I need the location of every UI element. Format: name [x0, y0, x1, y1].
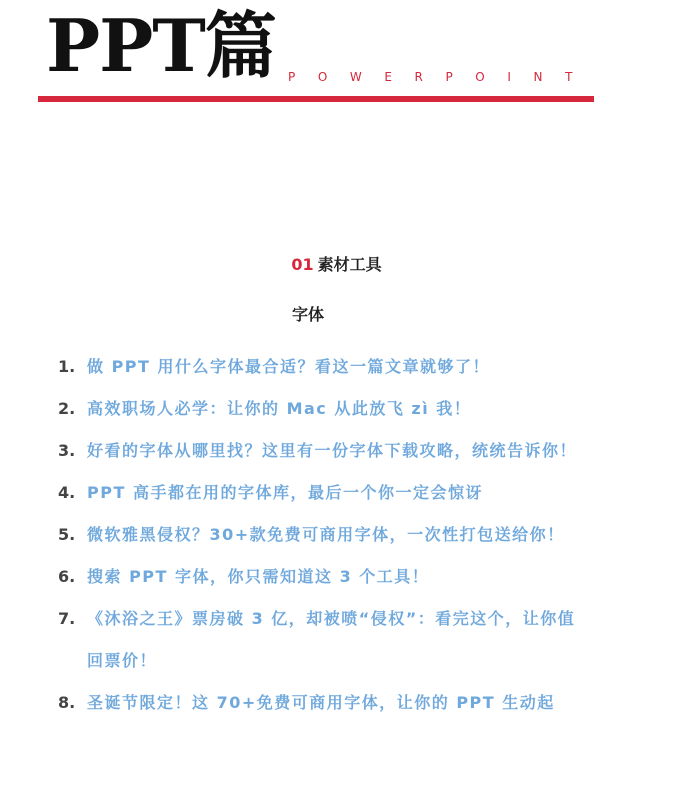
list-item	[58, 430, 588, 472]
list-item-number: 3.	[58, 441, 76, 460]
article-link[interactable]: 好看的字体从哪里找？这里有一份字体下载攻略，统统告诉你！	[87, 441, 578, 460]
list-item-number: 2.	[58, 399, 76, 418]
article-link[interactable]: 高效职场人必学：让你的 Mac 从此放飞 zì 我！	[87, 399, 472, 418]
article-link[interactable]: 搜索 PPT 字体，你只需知道这 3 个工具！	[87, 567, 430, 586]
list-item-number: 7.	[58, 609, 76, 628]
list-item-number: 8.	[58, 693, 76, 712]
section-number: 01	[291, 255, 314, 274]
page-header	[38, 0, 594, 102]
section-title: 素材工具	[317, 255, 382, 274]
list-item	[58, 682, 588, 724]
article-link[interactable]: PPT 高手都在用的字体库，最后一个你一定会惊讶	[87, 483, 483, 502]
list-item	[58, 346, 588, 388]
article-link[interactable]: 微软雅黑侵权？30+款免费可商用字体，一次性打包送给你！	[87, 525, 565, 544]
list-item	[58, 388, 588, 430]
article-list	[58, 346, 588, 724]
page-subtitle: POWERPOINT	[288, 70, 595, 84]
list-item-number: 5.	[58, 525, 76, 544]
page-title: PPT篇	[46, 3, 276, 88]
header-divider	[38, 96, 594, 102]
list-item-number: 1.	[58, 357, 76, 376]
article-link[interactable]: 做 PPT 用什么字体最合适？看这一篇文章就够了！	[87, 357, 491, 376]
section-heading	[0, 254, 673, 276]
list-item	[58, 556, 588, 598]
list-item	[58, 472, 588, 514]
list-item	[58, 598, 588, 682]
article-link[interactable]: 《沐浴之王》票房破 3 亿，却被喷“侵权”：看完这个，让你值回票价！	[87, 609, 576, 670]
subsection-heading: 字体	[291, 305, 324, 324]
list-item-number: 6.	[58, 567, 76, 586]
list-item	[58, 514, 588, 556]
article-link[interactable]: 圣诞节限定！这 70+免费可商用字体，让你的 PPT 生动起	[87, 693, 555, 712]
list-item-number: 4.	[58, 483, 76, 502]
